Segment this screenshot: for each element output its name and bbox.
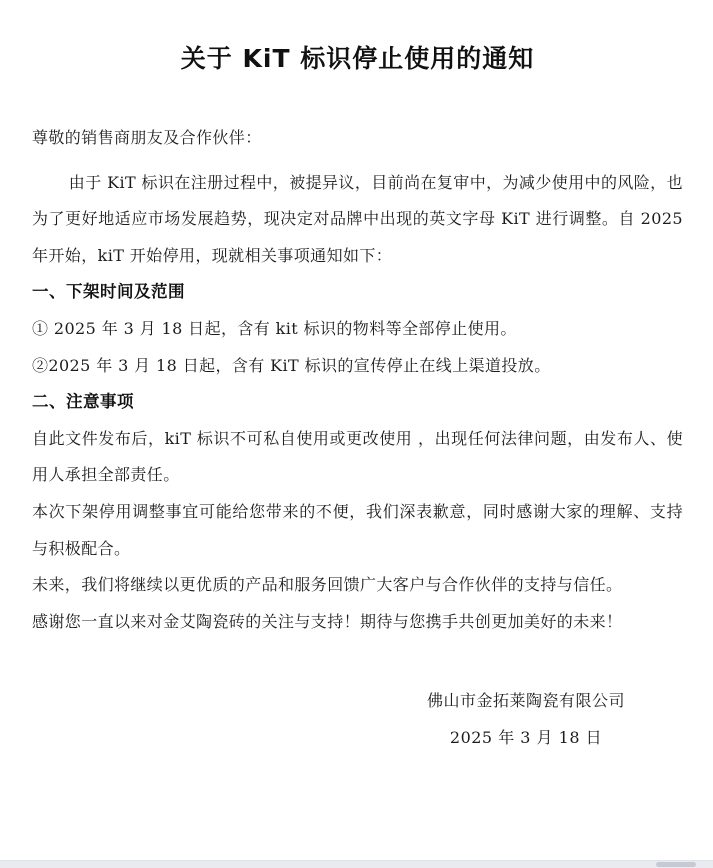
horizontal-scrollbar-thumb[interactable]: [656, 862, 696, 867]
section-2-item-1: 自此文件发布后，kiT 标识不可私自使用或更改使用 ，出现任何法律问题，由发布人、使用人承担全部责任。: [32, 428, 683, 485]
section-1-item-1: ① 2025 年 3 月 18 日起，含有 kit 标识的物料等全部停止使用。: [32, 318, 517, 338]
signature-date: 2025 年 3 月 18 日: [449, 728, 603, 748]
signature-block: [32, 682, 683, 756]
section-1-item-2: ②2025 年 3 月 18 日起，含有 KiT 标识的宣传停止在线上渠道投放。: [32, 355, 551, 375]
section-2-item-3: 未来，我们将继续以更优质的产品和服务回馈广大客户与合作伙伴的支持与信任。: [32, 575, 623, 595]
signature-company: 佛山市金拓莱陶瓷有限公司: [426, 691, 625, 711]
section-2-item-2: 本次下架停用调整事宜可能给您带来的不便，我们深表歉意，同时感谢大家的理解、支持与积极配合。: [32, 501, 683, 558]
section-1-heading: 一、下架时间及范围: [32, 282, 185, 302]
document-title: 关于 KiT 标识停止使用的通知: [180, 44, 535, 73]
section-2-heading: 二、注意事项: [32, 392, 134, 412]
intro-paragraph: 由于 KiT 标识在注册过程中，被提异议，目前尚在复审中，为减少使用中的风险，也为了更好地适应市场发展趋势，现决定对品牌中出现的英文字母 KiT 进行调整。自 2025 年开始，kiT 开始停用，现就相关事项通知如下：: [32, 172, 683, 265]
section-2-item-4: 感谢您一直以来对金艾陶瓷砖的关注与支持！期待与您携手共创更加美好的未来！: [32, 611, 623, 631]
signature-inner: [427, 682, 625, 756]
horizontal-scrollbar[interactable]: [0, 860, 713, 868]
greeting-line: 尊敬的销售商朋友及合作伙伴：: [32, 128, 262, 147]
